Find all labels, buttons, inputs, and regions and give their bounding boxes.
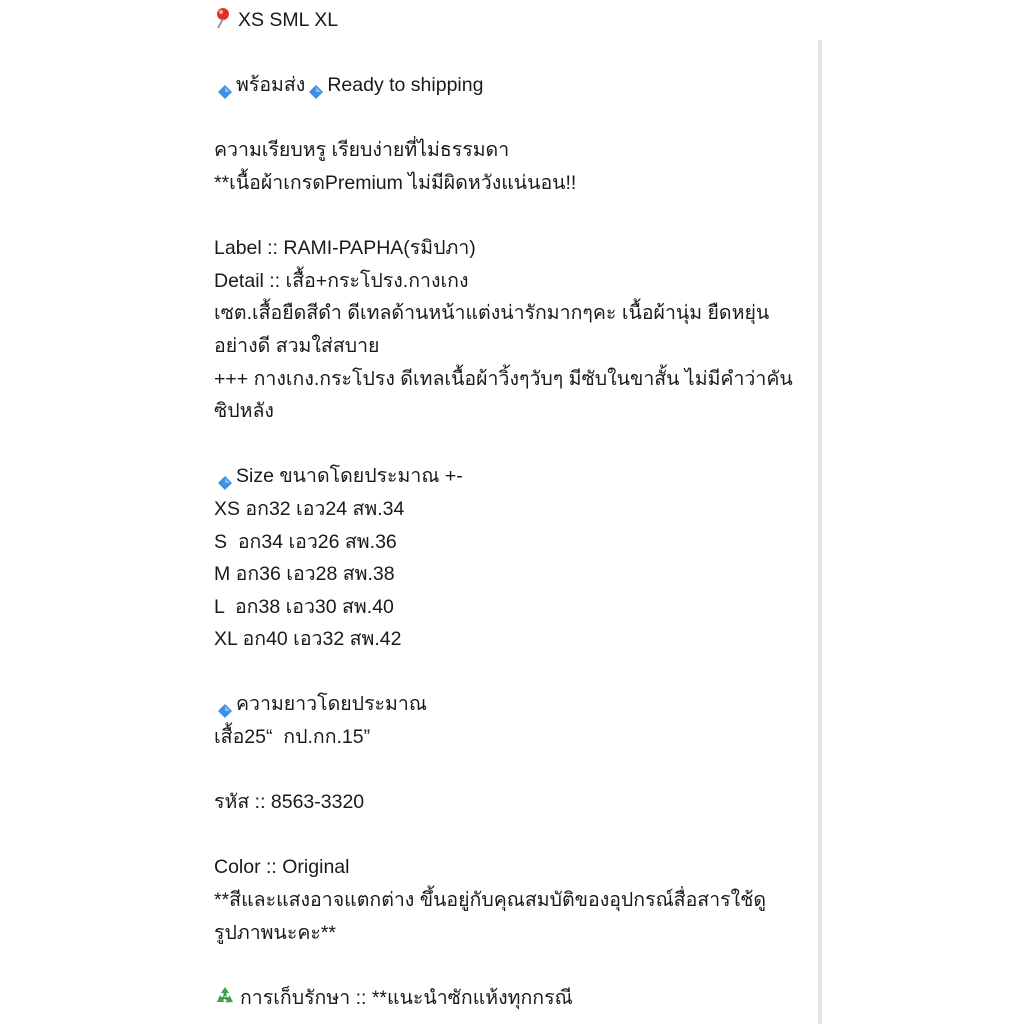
description-line-4: ซิปหลัง	[214, 400, 274, 423]
blank-line	[214, 949, 814, 982]
description-line-2: อย่างดี สวมใส่สบาย	[214, 334, 380, 357]
size-xs: XS อก32 เอว24 สพ.34	[214, 497, 405, 520]
color-line: Color :: Original	[214, 856, 350, 879]
color-note-1: **สีและแสงอาจแตกต่าง ขึ้นอยู่กับคุณสมบัติของอุปกรณ์สื่อสารใช้ดู	[214, 889, 767, 912]
label-line: Label :: RAMI-PAPHA(รมิปภา)	[214, 237, 476, 260]
blank-line	[214, 754, 814, 787]
length-title: ความยาวโดยประมาณ	[236, 693, 427, 716]
blank-line	[214, 102, 814, 135]
length-title-line	[214, 688, 814, 721]
scrollbar[interactable]	[818, 40, 822, 1024]
blue-diamond-icon	[218, 696, 232, 710]
blue-diamond-icon	[309, 77, 323, 91]
blue-diamond-icon	[218, 468, 232, 482]
recycle-icon	[214, 985, 236, 1007]
color-note-2: รูปภาพนะคะ**	[214, 921, 337, 944]
length-value: เสื้อ25“ กป.กก.15”	[214, 726, 371, 749]
blank-line	[214, 819, 814, 852]
ready-en: Ready to shipping	[327, 74, 484, 97]
sizes-header: XS SML XL	[238, 9, 339, 31]
product-code: รหัส :: 8563-3320	[214, 791, 365, 814]
size-l: L อก38 เอว30 สพ.40	[214, 595, 394, 618]
care-line	[214, 982, 814, 1015]
pushpin-icon	[214, 7, 234, 29]
blank-line	[214, 200, 814, 233]
size-xl: XL อก40 เอว32 สพ.42	[214, 628, 402, 651]
ready-th: พร้อมส่ง	[236, 74, 306, 97]
size-s: S อก34 เอว26 สพ.36	[214, 530, 397, 553]
blank-line	[214, 656, 814, 689]
blank-line	[214, 428, 814, 461]
fabric-note: **เนื้อผ้าเกรดPremium ไม่มีผิดหวังแน่นอน!!	[214, 171, 577, 194]
care-text: การเก็บรักษา :: **แนะนำซักแห้งทุกกรณี	[240, 986, 573, 1009]
blank-line	[214, 37, 814, 70]
description-line-1: เซต.เสื้อยืดสีดำ ดีเทลด้านหน้าแต่งน่ารักมากๆคะ เนื้อผ้านุ่ม ยืดหยุ่น	[214, 302, 770, 325]
size-title: Size ขนาดโดยประมาณ +-	[236, 465, 463, 488]
size-title-line	[214, 460, 814, 493]
detail-line: Detail :: เสื้อ+กระโปรง.กางเกง	[214, 269, 469, 292]
size-m: M อก36 เอว28 สพ.38	[214, 563, 395, 586]
ready-line	[214, 69, 814, 102]
description-text	[214, 4, 814, 1014]
description-line-3: +++ กางเกง.กระโปรง ดีเทลเนื้อผ้าวิ้งๆวับๆ มีซับในขาสั้น ไม่มีคำว่าคัน	[214, 367, 793, 390]
sizes-header-line	[214, 4, 814, 37]
tagline: ความเรียบหรู เรียบง่ายที่ไม่ธรรมดา	[214, 139, 510, 162]
blue-diamond-icon	[218, 77, 232, 91]
